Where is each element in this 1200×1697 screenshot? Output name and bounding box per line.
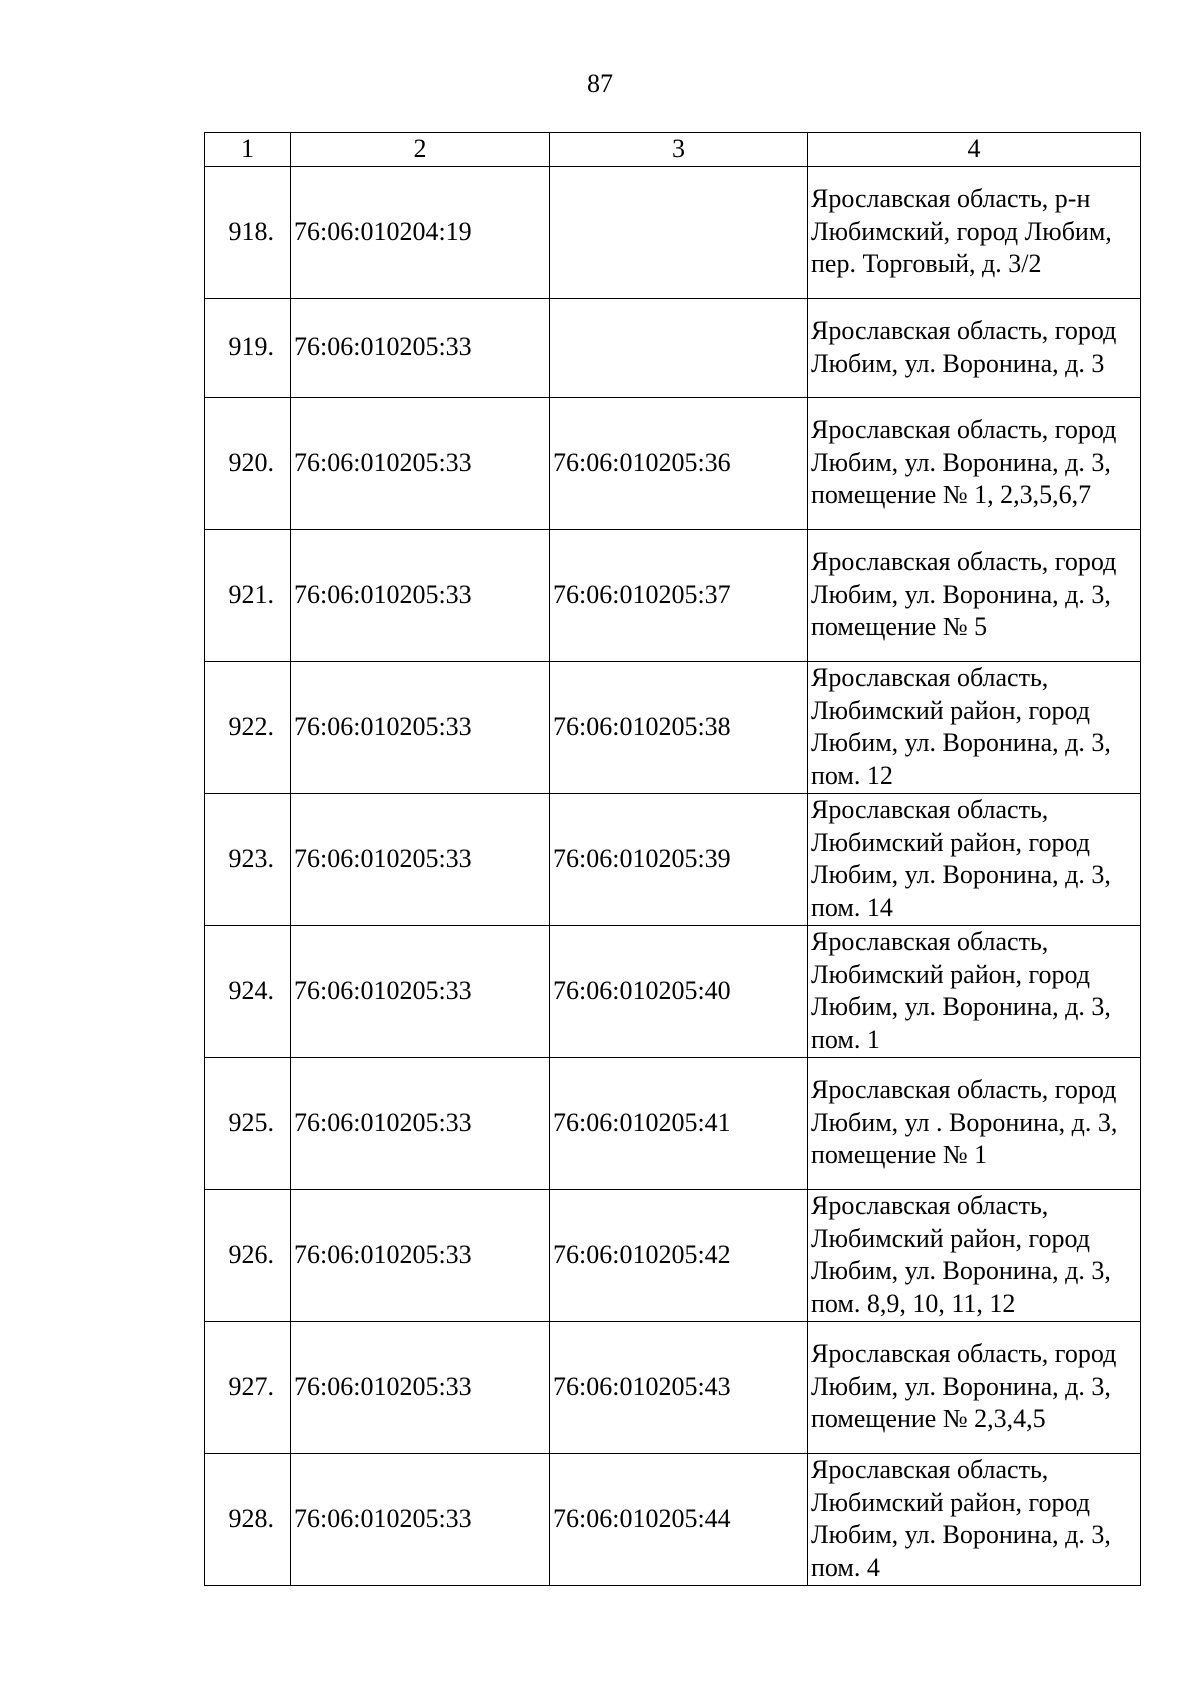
- parcel-cadastral-number: 76:06:010205:33: [291, 1189, 550, 1321]
- row-number: 923.: [205, 793, 291, 925]
- cadastral-table: [204, 132, 1141, 1586]
- object-cadastral-number: [550, 166, 808, 298]
- object-cadastral-number: [550, 298, 808, 397]
- object-cadastral-number: 76:06:010205:37: [550, 529, 808, 661]
- object-cadastral-number: 76:06:010205:43: [550, 1321, 808, 1453]
- table-row: [205, 1057, 1141, 1189]
- address-cell: Ярославская область, Любимский район, город Любим, ул. Воронина, д. 3, пом. 4: [808, 1453, 1141, 1585]
- table-row: [205, 1189, 1141, 1321]
- row-number: 927.: [205, 1321, 291, 1453]
- row-number: 920.: [205, 397, 291, 529]
- address-cell: Ярославская область, р-н Любимский, город Любим, пер. Торговый, д. 3/2: [808, 166, 1141, 298]
- parcel-cadastral-number: 76:06:010204:19: [291, 166, 550, 298]
- row-number: 924.: [205, 925, 291, 1057]
- row-number: 918.: [205, 166, 291, 298]
- parcel-cadastral-number: 76:06:010205:33: [291, 298, 550, 397]
- parcel-cadastral-number: 76:06:010205:33: [291, 1453, 550, 1585]
- object-cadastral-number: 76:06:010205:41: [550, 1057, 808, 1189]
- table-row: [205, 925, 1141, 1057]
- parcel-cadastral-number: 76:06:010205:33: [291, 925, 550, 1057]
- table-row: [205, 397, 1141, 529]
- column-header-2: 2: [291, 133, 550, 167]
- address-cell: Ярославская область, Любимский район, город Любим, ул. Воронина, д. 3, пом. 12: [808, 661, 1141, 793]
- parcel-cadastral-number: 76:06:010205:33: [291, 1057, 550, 1189]
- column-header-3: 3: [550, 133, 808, 167]
- address-cell: Ярославская область, город Любим, ул. Воронина, д. 3, помещение № 5: [808, 529, 1141, 661]
- table-header-row: [205, 133, 1141, 167]
- parcel-cadastral-number: 76:06:010205:33: [291, 1321, 550, 1453]
- object-cadastral-number: 76:06:010205:38: [550, 661, 808, 793]
- address-cell: Ярославская область, Любимский район, город Любим, ул. Воронина, д. 3, пом. 14: [808, 793, 1141, 925]
- address-cell: Ярославская область, город Любим, ул. Воронина, д. 3: [808, 298, 1141, 397]
- table-row: [205, 166, 1141, 298]
- row-number: 928.: [205, 1453, 291, 1585]
- row-number: 926.: [205, 1189, 291, 1321]
- table-row: [205, 529, 1141, 661]
- address-cell: Ярославская область, город Любим, ул . Воронина, д. 3, помещение № 1: [808, 1057, 1141, 1189]
- row-number: 925.: [205, 1057, 291, 1189]
- page-number: 87: [587, 69, 613, 98]
- address-cell: Ярославская область, город Любим, ул. Воронина, д. 3, помещение № 2,3,4,5: [808, 1321, 1141, 1453]
- table-row: [205, 1453, 1141, 1585]
- column-header-4: 4: [808, 133, 1141, 167]
- parcel-cadastral-number: 76:06:010205:33: [291, 793, 550, 925]
- parcel-cadastral-number: 76:06:010205:33: [291, 661, 550, 793]
- address-cell: Ярославская область, Любимский район, город Любим, ул. Воронина, д. 3, пом. 8,9, 10, 11, 12: [808, 1189, 1141, 1321]
- object-cadastral-number: 76:06:010205:44: [550, 1453, 808, 1585]
- object-cadastral-number: 76:06:010205:42: [550, 1189, 808, 1321]
- row-number: 921.: [205, 529, 291, 661]
- column-header-1: 1: [205, 133, 291, 167]
- object-cadastral-number: 76:06:010205:40: [550, 925, 808, 1057]
- object-cadastral-number: 76:06:010205:39: [550, 793, 808, 925]
- address-cell: Ярославская область, город Любим, ул. Воронина, д. 3, помещение № 1, 2,3,5,6,7: [808, 397, 1141, 529]
- row-number: 922.: [205, 661, 291, 793]
- table-row: [205, 298, 1141, 397]
- address-cell: Ярославская область, Любимский район, город Любим, ул. Воронина, д. 3, пом. 1: [808, 925, 1141, 1057]
- table-row: [205, 661, 1141, 793]
- object-cadastral-number: 76:06:010205:36: [550, 397, 808, 529]
- parcel-cadastral-number: 76:06:010205:33: [291, 397, 550, 529]
- table-row: [205, 793, 1141, 925]
- table-row: [205, 1321, 1141, 1453]
- row-number: 919.: [205, 298, 291, 397]
- parcel-cadastral-number: 76:06:010205:33: [291, 529, 550, 661]
